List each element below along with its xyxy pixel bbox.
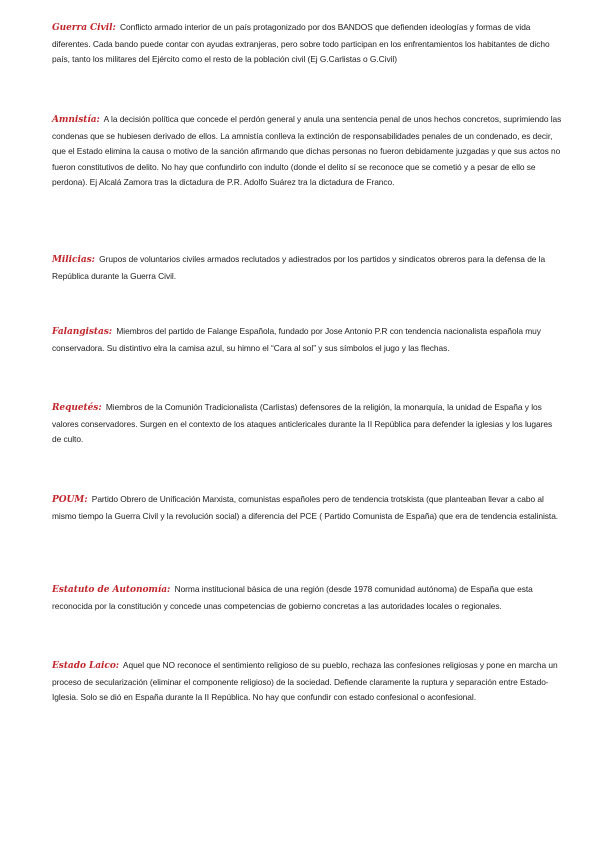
glossary-entry-poum bbox=[52, 492, 562, 524]
term-label: POUM: bbox=[52, 495, 88, 505]
definition-text: Norma institucional básica de una región (desde 1978 comunidad autónoma) de España que esta reconocida por la constitución y concede unas competencias de gobierno concretas a las autoridades locales o regionales. bbox=[52, 584, 533, 611]
definition-text: Partido Obrero de Unificación Marxista, comunistas españoles pero de tendencia trotskista (que planteaban llevar a cabo al mismo tiempo la Guerra Civil y la revolución social) a diferencia del PCE ( Partido Comunista de España) que era de tendencia estalinista. bbox=[52, 494, 559, 521]
definition-text: Aquel que NO reconoce el sentimiento religioso de su pueblo, rechaza las confesiones religiosas y pone en marcha un proceso de secularización (eliminar el componente religioso) de la sociedad. Defiende claramente la ruptura y separación entre Estado-Iglesia. Solo se dió en España durante la II República. No hay que confundir con estado confesional o aconfesional. bbox=[52, 660, 558, 703]
term-label: Requetés: bbox=[52, 403, 102, 413]
definition-text: A la decisión política que concede el perdón general y anula una sentencia penal de unos hechos concretos, suprimiendo las condenas que se hubiesen derivado de ellos. La amnistía conlleva la extinción de responsabilidades penales de un condenado, es decir, que el Estado elimina la causa o motivo de la sanción afirmando que dichas personas no fueron debidamente juzgadas y que sus actos no fueron constitutivos de delito. No hay que confundirlo con indulto (donde el delito sí se reconoce que se cometió y a pesar de ello se perdona). Ej Alcalá Zamora tras la dictadura de P.R. Adolfo Suárez tra la dictadura de Franco. bbox=[52, 114, 562, 188]
glossary-entry-estado-laico bbox=[52, 658, 562, 706]
term-label: Estatuto de Autonomía: bbox=[52, 585, 171, 595]
definition-text: Miembros de la Comunión Tradicionalista (Carlistas) defensores de la religión, la monarquía, la unidad de España y los valores conservadores. Surgen en el contexto de los ataques anticlericales durante la II República para defender la iglesias y los lugares de culto. bbox=[52, 402, 553, 445]
term-label: Milicias: bbox=[52, 255, 95, 265]
glossary-entry-guerra-civil bbox=[52, 20, 562, 68]
definition-text: Conflicto armado interior de un país protagonizado por dos BANDOS que defienden ideologías y formas de vida diferentes. Cada bando puede contar con ayudas extranjeras, pero sobre todo participan en los enfrentamientos los habitantes de dicho país, tanto los militares del Ejército como el resto de la población civil (Ej G.Carlistas o G.Civil) bbox=[52, 22, 550, 65]
definition-text: Grupos de voluntarios civiles armados reclutados y adiestrados por los partidos y sindicatos obreros para la defensa de la República durante la Guerra Civil. bbox=[52, 254, 546, 281]
glossary-entry-amnistia bbox=[52, 112, 562, 191]
glossary-entry-falangistas bbox=[52, 324, 562, 356]
term-label: Falangistas: bbox=[52, 327, 113, 337]
term-label: Guerra Civil: bbox=[52, 23, 116, 33]
glossary-entry-estatuto-autonomia bbox=[52, 582, 562, 614]
term-label: Amnistía: bbox=[52, 115, 100, 125]
glossary-entry-milicias bbox=[52, 252, 562, 284]
glossary-entry-requetes bbox=[52, 400, 562, 448]
definition-text: Miembros del partido de Falange Española, fundado por Jose Antonio P.R con tendencia nacionalista española muy conservadora. Su distintivo elra la camisa azul, su himno el “Cara al sol” y sus símbolos el jugo y las flechas. bbox=[52, 326, 541, 353]
term-label: Estado Laico: bbox=[52, 661, 120, 671]
